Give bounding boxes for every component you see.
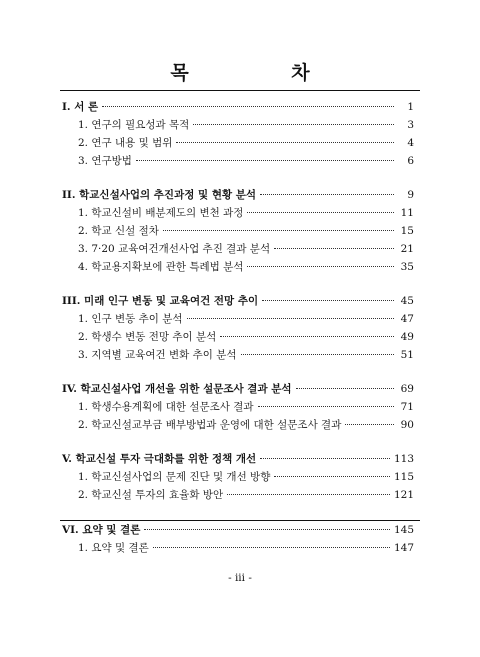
dot-leader [260,194,394,195]
dot-leader [296,388,394,389]
dot-leader [193,124,394,125]
toc-entry-page: 45 [400,295,414,307]
toc-entry-label: 3. 연구방법 [78,155,132,167]
toc-entry-5-2[interactable] [62,487,414,502]
dot-leader [260,458,390,459]
toc-entry-page: 3 [407,119,414,131]
bottom-rule [60,520,420,521]
toc-entry-4-2[interactable] [62,417,414,432]
toc-entry-page: 47 [400,313,414,325]
toc-entry-label: 2. 학교 신설 절차 [78,225,159,237]
toc-entry-page: 49 [400,331,414,343]
dot-leader [176,142,394,143]
toc-entry-label: 2. 학생수 변동 전망 추이 분석 [78,331,217,343]
toc-entry-section-5[interactable] [62,451,414,466]
toc-entry-page: 115 [393,471,414,483]
toc-entry-4-1[interactable] [62,399,414,414]
toc-entry-label: V. 학교신설 투자 극대화를 위한 정책 개선 [62,453,257,465]
toc-entry-page: 4 [407,137,414,149]
toc-entry-2-2[interactable] [62,223,414,238]
toc-entry-page: 51 [400,349,414,361]
toc-entry-label: VI. 요약 및 결론 [62,524,141,536]
toc-entry-1-3[interactable] [62,153,414,168]
dot-leader [258,406,394,407]
toc-entry-2-1[interactable] [62,205,414,220]
toc-entry-page: 90 [400,419,414,431]
toc-entry-page: 145 [393,524,414,536]
toc-entry-label: 4. 학교용지확보에 관한 특례법 분석 [78,261,244,273]
toc-entry-page: 9 [407,189,414,201]
toc-entry-page: 147 [393,542,414,554]
toc-entry-label: 2. 학교신설 투자의 효율화 방안 [78,489,224,501]
toc-entry-page: 35 [400,261,414,273]
dot-leader [220,336,394,337]
toc-entry-2-3[interactable] [62,241,414,256]
toc-entry-label: 3. 7·20 교육여건개선사업 추진 결과 분석 [78,243,271,255]
dot-leader [153,547,390,548]
toc-entry-5-1[interactable] [62,469,414,484]
toc-entry-label: 2. 연구 내용 및 범위 [78,137,173,149]
toc-entry-page: 69 [400,383,414,395]
toc-entry-page: 71 [400,401,414,413]
toc-entry-3-2[interactable] [62,329,414,344]
dot-leader [247,212,394,213]
toc-entry-page: 113 [393,453,414,465]
toc-entry-label: IV. 학교신설사업 개선을 위한 설문조사 결과 분석 [62,383,292,395]
toc-entry-1-2[interactable] [62,135,414,150]
dot-leader [163,230,394,231]
toc-entry-3-1[interactable] [62,311,414,326]
toc-entry-label: 1. 인구 변동 추이 분석 [78,313,183,325]
toc-entry-page: 121 [393,489,414,501]
toc-entry-label: 1. 학교신설사업의 문제 진단 및 개선 방향 [78,471,271,483]
dot-leader [227,494,390,495]
toc-entry-section-3[interactable] [62,293,414,308]
page-number-footer: - iii - [228,572,252,584]
toc-entry-label: II. 학교신설사업의 추진과정 및 현황 분석 [62,189,257,201]
toc-entry-3-3[interactable] [62,347,414,362]
toc-entry-6-1[interactable] [62,540,414,555]
toc-entry-section-6[interactable] [62,522,414,537]
toc-entry-label: 1. 학생수용계획에 대한 설문조사 결과 [78,401,254,413]
toc-entry-label: 1. 학교신설비 배분제도의 변천 과정 [78,207,244,219]
dot-leader [247,266,394,267]
dot-leader [144,529,390,530]
dot-leader [345,424,394,425]
toc-entry-page: 6 [407,155,414,167]
toc-entry-label: III. 미래 인구 변동 및 교육여건 전망 추이 [62,295,259,307]
page-title: 목 차 [170,62,358,84]
dot-leader [274,248,394,249]
toc-entry-label: 1. 요약 및 결론 [78,542,149,554]
toc-entry-2-4[interactable] [62,259,414,274]
toc-entry-page: 11 [400,207,414,219]
dot-leader [187,318,394,319]
dot-leader [136,160,394,161]
toc-entry-label: 2. 학교신설교부금 배부방법과 운영에 대한 설문조사 결과 [78,419,342,431]
toc-entry-section-4[interactable] [62,381,414,396]
toc-entry-label: 1. 연구의 필요성과 목적 [78,119,190,131]
dot-leader [262,300,394,301]
toc-entry-section-1[interactable] [62,99,414,114]
toc-entry-1-1[interactable] [62,117,414,132]
toc-entry-label: I. 서 론 [62,101,99,113]
toc-entry-page: 15 [400,225,414,237]
toc-entry-section-2[interactable] [62,187,414,202]
dot-leader [274,476,390,477]
toc-entry-page: 1 [407,101,414,113]
top-rule [60,90,420,91]
dot-leader [241,354,394,355]
toc-entry-page: 21 [400,243,414,255]
dot-leader [102,106,394,107]
toc-entry-label: 3. 지역별 교육여건 변화 추이 분석 [78,349,237,361]
